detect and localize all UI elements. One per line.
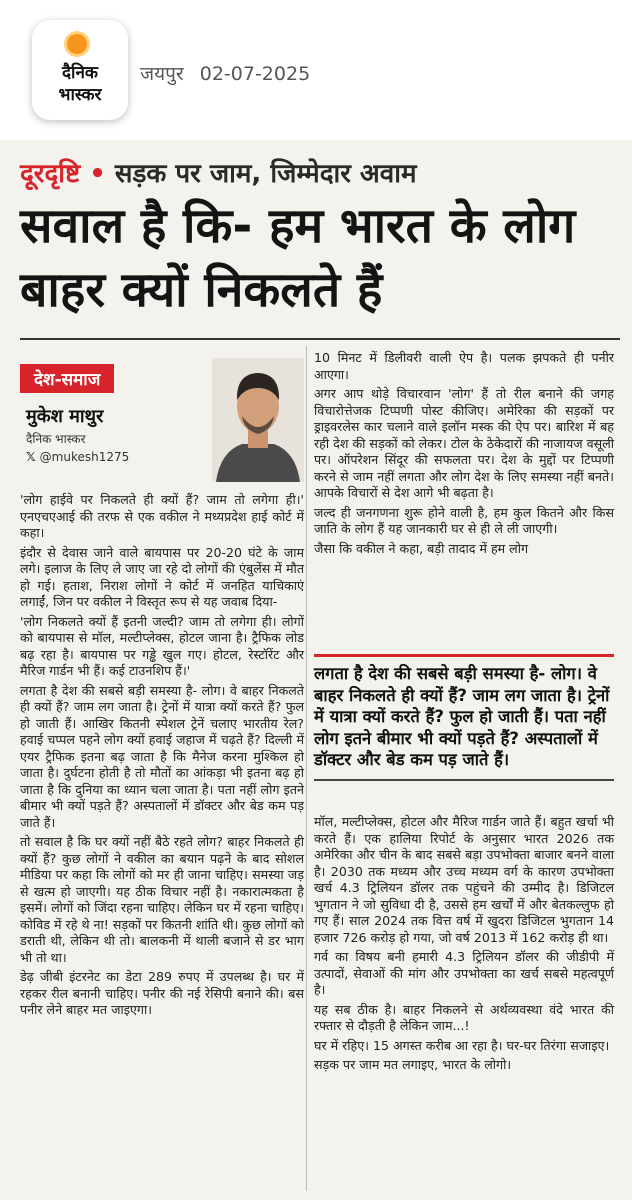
paragraph: तो सवाल है कि घर क्यों नहीं बैठे रहते लोग? बाहर निकलते ही क्यों हैं? कुछ लोगों ने वकील का बयान पढ़ने के बाद सोशल मीडिया पर कहा कि लोगों को मर ही जाना चाहिए। समस्या जड़ से खत्म हो जाएगी। यह ठीक विचार नहीं है। नकारात्मकता है इसमें। लोगों को जिंदा रहना चाहिए। लेकिन घर में रहना चाहिए। कोविड में रहे थे ना! सड़कों पर कितनी शांति थी। कुछ लोगों को डराती थी, लेकिन थी तो। बालकनी में थाली बजाने से डर भाग भी तो था। xyxy=(20,834,304,965)
kicker-text: सड़क पर जाम, जिम्मेदार अवाम xyxy=(105,159,417,189)
paragraph: 'लोग निकलते क्यों हैं इतनी जल्दी? जाम तो लगेगा ही। लोगों को बायपास से मॉल, मल्टीप्लेक्स, होटल जाना है। ट्रैफिक लोड बढ़ रहा है। बायपास पर गड्ढे खुल गए। होटल, रेस्टॉरेंट और मैरिज गार्डन भी हैं। कई टाउनशिप हैं।' xyxy=(20,613,304,678)
headline-divider xyxy=(20,338,620,340)
author-handle-text: @mukesh1275 xyxy=(39,450,130,464)
edition-city: जयपुर xyxy=(140,63,184,85)
headline: सवाल है कि- हम भारत के लोग बाहर क्यों निकलते हैं xyxy=(20,198,576,318)
author-photo xyxy=(212,358,304,482)
paragraph: 'लोग हाईवे पर निकलते ही क्यों हैं? जाम तो लगेगा ही।' एनएचएआई की तरफ से एक वकील ने मध्यप्रदेश हाई कोर्ट में कहा। xyxy=(20,492,304,540)
paragraph: 10 मिनट में डिलीवरी वाली ऐप है। पलक झपकते ही पनीर आएगा। xyxy=(314,350,614,382)
paragraph: इंदौर से देवास जाने वाले बायपास पर 20-20 घंटे के जाम लगे। इलाज के लिए ले जाए जा रहे दो लोगों की एंबुलेंस में मौत हो गई। हताश, निराश लोगों ने कोर्ट में जनहित याचिकाएं लगाईं, जिन पर वकील ने विस्तृत रूप से यह जवाब दिया- xyxy=(20,544,304,609)
paragraph: सड़क पर जाम मत लगाइए, भारत के लोगो। xyxy=(314,1057,512,1072)
column-left xyxy=(20,492,304,1022)
kicker-label: दूरदृष्टि • xyxy=(20,159,106,189)
dainik-bhaskar-logo[interactable] xyxy=(32,20,128,120)
column-right-bottom xyxy=(314,814,614,1077)
edition-date: 02-07-2025 xyxy=(199,63,311,85)
sun-logo-icon xyxy=(67,34,87,54)
paragraph: जल्द ही जनगणना शुरू होने वाली है, हम कुल कितने और किस जाति के लोग हैं यह जानकारी घर से ही ले ली जाएगी। xyxy=(314,504,614,536)
paragraph: यह सब ठीक है। बाहर निकलने से अर्थव्यवस्था वंदे भारत की रफ्तार से दौड़ती है लेकिन जाम...! xyxy=(314,1001,614,1033)
paragraph: डेढ़ जीबी इंटरनेट का डेटा 289 रुपए में उपलब्ध है। घर में रहकर रील बनानी चाहिए। पनीर की नई रेसिपी बनाने की। बस पनीर लेने बाहर मत जाइएगा। xyxy=(20,969,304,1017)
newspaper-clipping xyxy=(0,140,632,1200)
app-header xyxy=(0,0,632,140)
author-portrait-icon xyxy=(212,358,304,482)
section-tag: देश-समाज xyxy=(20,364,114,393)
paragraph: अगर आप थोड़े विचारवान 'लोग' हैं तो रील बनाने की जगह विचारोत्तेजक टिप्पणी पोस्ट कीजिए। अमेरिका की सड़कों पर ड्राइवरलेस कार चलाने वाले इलॉन मस्क की ऐप पर। बारिश में बह रही देश की सड़कों को लेकर। टोल के ठेकेदारों की नाजायज वसूली पर। ऑपरेशन सिंदूर की सफलता पर। देश के मुद्दों पर टिप्पणी करने से जाम नहीं लगता और लोग देश के लिए समस्या नहीं बनते। आपके विचारों से देश आगे भी बढ़ता है। xyxy=(314,386,614,500)
paragraph: मॉल, मल्टीप्लेक्स, होटल और मैरिज गार्डन जाते हैं। बहुत खर्चा भी करते हैं। एक हालिया रिपोर्ट के अनुसार भारत 2026 तक अमेरिका और चीन के बाद सबसे बड़ा उपभोक्ता बाजार बनने वाला है। 2030 तक मध्यम और उच्च मध्यम वर्ग के कारण उपभोक्ता खर्च 4.3 ट्रिलियन डॉलर तक पहुंचने की उम्मीद है। डिजिटल भुगतान ने जो सुविधा दी है, उससे हम खर्चों में और बेतकल्लुफ हो गए हैं। साल 2024 तक वित्त वर्ष में खुदरा डिजिटल भुगतान 14 हजार 726 करोड़ हो गया, जो वर्ष 2013 में 162 करोड़ ही था। xyxy=(314,814,614,945)
author-org: दैनिक भास्कर xyxy=(26,432,86,446)
author-handle xyxy=(26,450,129,464)
logo-line1: दैनिक xyxy=(62,63,98,83)
author-name: मुकेश माथुर xyxy=(26,406,104,427)
logo-line2: भास्कर xyxy=(58,85,102,105)
paragraph: घर में रहिए। 15 अगस्त करीब आ रहा है। घर-घर तिरंगा सजाइए। xyxy=(314,1037,610,1053)
column-divider xyxy=(306,346,307,1191)
x-logo-icon: 𝕏 xyxy=(26,450,36,464)
paragraph: जैसा कि वकील ने कहा, बड़ी तादाद में हम लोग xyxy=(314,540,529,556)
column-right-top xyxy=(314,350,614,560)
pull-quote: लगता है देश की सबसे बड़ी समस्या है- लोग। वे बाहर निकलते ही क्यों हैं? जाम लग जाता है। ट्रेनों में यात्रा क्यों करते हैं? फुल हो जाती हैं। पता नहीं लोग इतने बीमार भी क्यों पड़ते हैं? अस्पतालों में डॉक्टर और बेड कम पड़ जाते हैं। xyxy=(314,654,614,781)
kicker xyxy=(20,154,417,190)
paragraph: लगता है देश की सबसे बड़ी समस्या है- लोग। वे बाहर निकलते ही क्यों हैं? जाम लग जाता है। ट्रेनों में यात्रा क्यों करते हैं? फुल हो जाती हैं। आखिर कितनी स्पेशल ट्रेनें चलाए भारतीय रेल? हवाई चप्पल पहने लोग क्यों हवाई जहाज में चढ़ते हैं? दिल्ली में एयर ट्रैफिक इतना बढ़ जाता है कि मैनेज करना मुश्किल हो जाता है। दुर्घटना होती है तो मौतों का आंकड़ा भी इतना बढ़ हो जाता है कि दुनिया का ध्यान चला जाता है। पता नहीं लोग इतने बीमार भी क्यों पड़ते हैं? अस्पतालों में डॉक्टर और बेड कम पड़ जाते हैं। xyxy=(20,682,304,830)
paragraph: गर्व का विषय बनी हमारी 4.3 ट्रिलियन डॉलर की जीडीपी में उत्पादों, सेवाओं की मांग और उपभोक्ता का खर्च सबसे महत्वपूर्ण है। xyxy=(314,949,614,997)
edition-meta xyxy=(140,60,320,86)
